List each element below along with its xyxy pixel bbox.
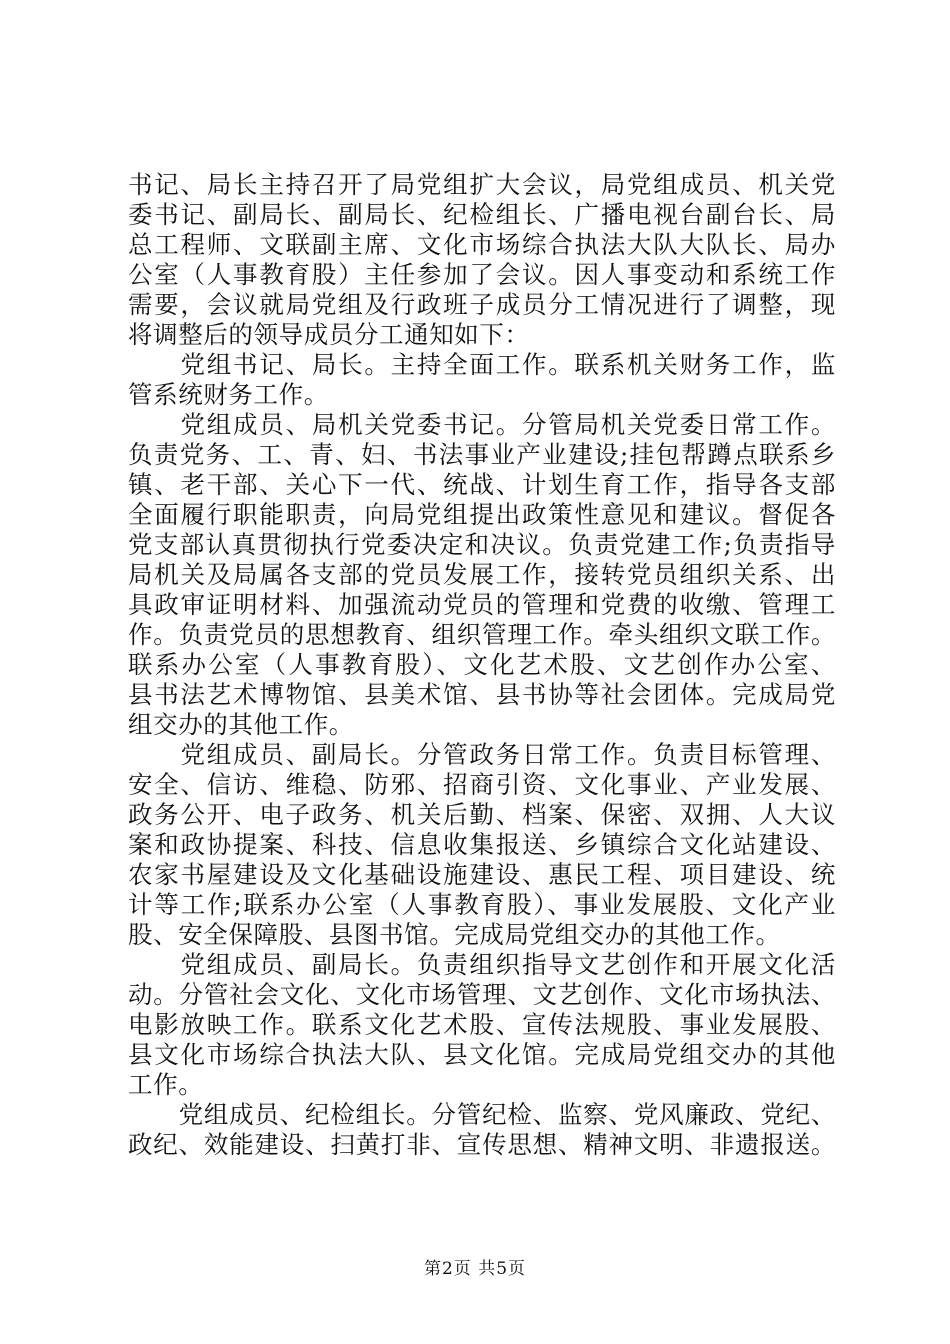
text-line-21: 安全、信访、维稳、防邪、招商引资、文化事业、产业发展、 xyxy=(128,770,836,799)
text-line-12: 全面履行职能职责，向局党组提出政策性意见和建议。督促各 xyxy=(128,500,836,529)
text-line-6: 将调整后的领导成员分工通知如下： xyxy=(128,320,530,349)
text-line-15: 具政审证明材料、加强流动党员的管理和党费的收缴、管理工 xyxy=(128,590,836,619)
text-line-16: 作。负责党员的思想教育、组织管理工作。牵头组织文联工作。 xyxy=(128,620,836,649)
text-line-7: 党组书记、局长。主持全面工作。联系机关财务工作，监 xyxy=(128,350,836,379)
text-line-1: 书记、局长主持召开了局党组扩大会议，局党组成员、机关党 xyxy=(128,170,836,199)
text-line-18: 县书法艺术博物馆、县美术馆、县书协等社会团体。完成局党 xyxy=(128,680,836,709)
text-line-3: 总工程师、文联副主席、文化市场综合执法大队大队长、局办 xyxy=(128,230,836,259)
text-line-8: 管系统财务工作。 xyxy=(128,380,329,409)
text-line-19: 组交办的其他工作。 xyxy=(128,710,354,739)
text-line-11: 镇、老干部、关心下一代、统战、计划生育工作，指导各支部 xyxy=(128,470,836,499)
text-line-13: 党支部认真贯彻执行党委决定和决议。负责党建工作;负责指导 xyxy=(128,530,836,559)
text-line-30: 县文化市场综合执法大队、县文化馆。完成局党组交办的其他 xyxy=(128,1040,836,1069)
text-line-23: 案和政协提案、科技、信息收集报送、乡镇综合文化站建设、 xyxy=(128,830,836,859)
text-line-31: 工作。 xyxy=(128,1070,204,1099)
text-line-17: 联系办公室（人事教育股）、文化艺术股、文艺创作办公室、 xyxy=(128,650,836,679)
text-line-10: 负责党务、工、青、妇、书法事业产业建设;挂包帮蹲点联系乡 xyxy=(128,440,836,469)
text-line-20: 党组成员、副局长。分管政务日常工作。负责目标管理、 xyxy=(128,740,836,769)
text-line-29: 电影放映工作。联系文化艺术股、宣传法规股、事业发展股、 xyxy=(128,1010,836,1039)
document-body xyxy=(128,170,836,1160)
text-line-27: 党组成员、副局长。负责组织指导文艺创作和开展文化活 xyxy=(128,950,836,979)
text-line-2: 委书记、副局长、副局长、纪检组长、广播电视台副台长、局 xyxy=(128,200,836,229)
text-line-9: 党组成员、局机关党委书记。分管局机关党委日常工作。 xyxy=(128,410,836,439)
text-line-25: 计等工作;联系办公室（人事教育股）、事业发展股、文化产业 xyxy=(128,890,836,919)
text-line-32: 党组成员、纪检组长。分管纪检、监察、党风廉政、党纪、 xyxy=(128,1100,836,1129)
text-line-26: 股、安全保障股、县图书馆。完成局党组交办的其他工作。 xyxy=(128,920,781,949)
text-line-33: 政纪、效能建设、扫黄打非、宣传思想、精神文明、非遗报送。 xyxy=(128,1130,836,1159)
text-line-14: 局机关及局属各支部的党员发展工作，接转党员组织关系、出 xyxy=(128,560,836,589)
page-footer: 第2页 共5页 xyxy=(423,1259,527,1279)
text-line-5: 需要，会议就局党组及行政班子成员分工情况进行了调整，现 xyxy=(128,290,836,319)
text-line-28: 动。分管社会文化、文化市场管理、文艺创作、文化市场执法、 xyxy=(128,980,836,1009)
text-line-4: 公室（人事教育股）主任参加了会议。因人事变动和系统工作 xyxy=(128,260,836,289)
text-line-24: 农家书屋建设及文化基础设施建设、惠民工程、项目建设、统 xyxy=(128,860,836,889)
text-line-22: 政务公开、电子政务、机关后勤、档案、保密、双拥、人大议 xyxy=(128,800,836,829)
